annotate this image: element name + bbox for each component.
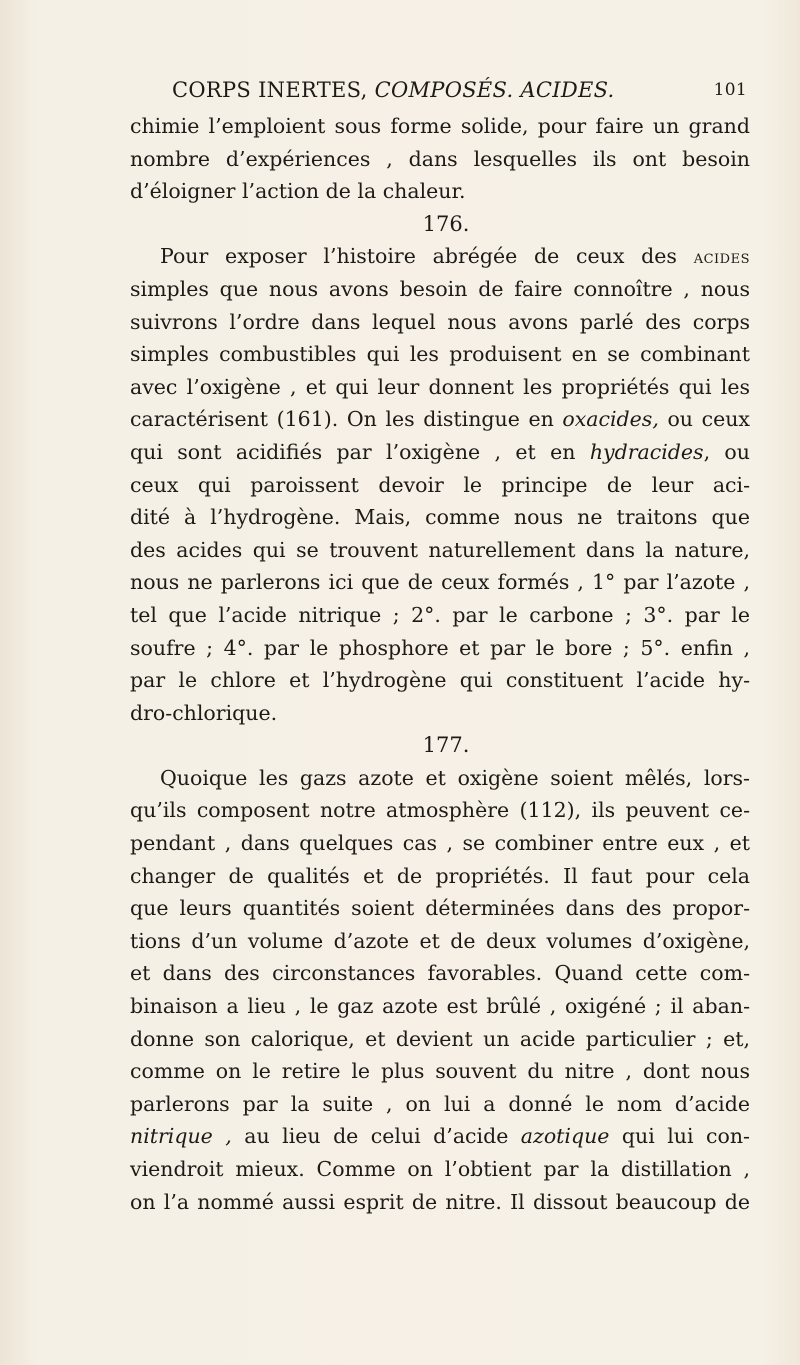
text-line: donne son calorique, et devient un acide particulier ; et,: [130, 1026, 750, 1051]
text-line: nitrique , au lieu de celui d’acide azotique qui lui con-: [130, 1124, 750, 1149]
text-line: d’éloigner l’action de la chaleur.: [130, 179, 466, 204]
text-line: dro-chlorique.: [130, 700, 278, 725]
text-line: simples que nous avons besoin de faire connoître , nous: [130, 276, 750, 301]
text-line: Quoique les gazs azote et oxigène soient mêlés, lors-: [160, 765, 750, 790]
italic-term: nitrique ,: [130, 1124, 232, 1149]
italic-term: azotique: [520, 1124, 610, 1149]
page-body: [130, 110, 750, 1218]
text-line: binaison a lieu , le gaz azote est brûlé , oxigéné ; il aban-: [130, 994, 750, 1019]
text-line: on l’a nommé aussi esprit de nitre. Il dissout beaucoup de: [130, 1189, 750, 1214]
text-line: viendroit mieux. Comme on l’obtient par la distillation ,: [130, 1157, 750, 1181]
section-number: 177.: [422, 733, 470, 758]
text-line: soufre ; 4°. par le phosphore et par le bore ; 5°. enfin ,: [130, 635, 750, 660]
running-title-italic: COMPOSÉS. ACIDES.: [374, 78, 615, 102]
text-line: changer de qualités et de propriétés. Il faut pour cela: [130, 863, 750, 888]
text-line: nous ne parlerons ici que de ceux formés , 1° par l’azote ,: [130, 570, 750, 595]
text-line: parlerons par la suite , on lui a donné le nom d’acide: [130, 1091, 750, 1116]
small-caps-word: acides: [693, 247, 750, 269]
text-line: suivrons l’ordre dans lequel nous avons parlé des corps: [130, 309, 750, 334]
text-line: nombre d’expériences , dans lesquelles ils ont besoin: [130, 146, 750, 171]
text-line: avec l’oxigène , et qui leur donnent les propriétés qui les: [130, 374, 750, 399]
text-line: par le chlore et l’hydrogène qui constituent l’acide hy-: [130, 668, 750, 693]
text-line: tions d’un volume d’azote et de deux volumes d’oxigène,: [130, 928, 750, 953]
text-line: chimie l’emploient sous forme solide, pour faire un grand: [130, 114, 750, 138]
text-line: Pour exposer l’histoire abrégée de ceux des acides: [160, 244, 750, 269]
text-line: pendant , dans quelques cas , se combiner entre eux , et: [130, 831, 750, 856]
running-title: CORPS INERTES, COMPOSÉS. ACIDES.: [172, 78, 615, 102]
running-header: [172, 78, 747, 108]
text-line: ceux qui paroissent devoir le principe de leur aci-: [130, 472, 750, 497]
text-line: des acides qui se trouvent naturellement dans la nature,: [130, 537, 750, 562]
text-line: tel que l’acide nitrique ; 2°. par le carbone ; 3°. par le: [130, 602, 750, 627]
italic-term: oxacides,: [562, 407, 659, 432]
text-line: comme on le retire le plus souvent du nitre , dont nous: [130, 1059, 750, 1084]
text-line: qu’ils composent notre atmosphère (112), ils peuvent ce-: [130, 798, 750, 823]
text-line: et dans des circonstances favorables. Quand cette com-: [130, 961, 750, 986]
text-line: que leurs quantités soient déterminées dans des propor-: [130, 896, 750, 921]
text-line: qui sont acidifiés par l’oxigène , et en hydracides, ou: [130, 439, 750, 464]
page-number: 101: [713, 80, 747, 100]
section-number: 176.: [422, 211, 470, 236]
text-line: caractérisent (161). On les distingue en oxacides, ou ceux: [130, 407, 750, 432]
text-line: dité à l’hydrogène. Mais, comme nous ne traitons que: [130, 505, 750, 530]
text-line: simples combustibles qui les produisent en se combinant: [130, 342, 750, 367]
italic-term: hydracides: [589, 439, 704, 464]
